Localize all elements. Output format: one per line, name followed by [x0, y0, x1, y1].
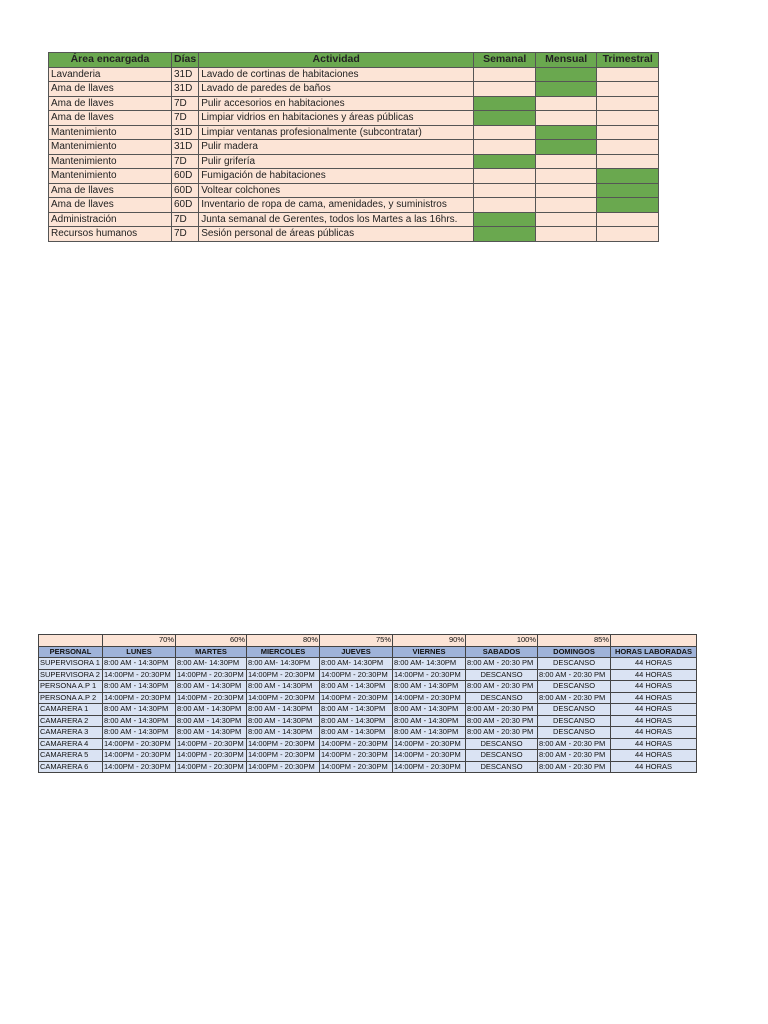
table-row	[49, 227, 659, 242]
table-row	[49, 111, 659, 126]
table-row	[39, 761, 697, 773]
shift-cell: 44 HORAS	[611, 658, 697, 670]
semanal-mark-cell	[474, 198, 536, 213]
percentage-cell: 80%	[247, 635, 320, 647]
days-cell: 7D	[172, 111, 199, 126]
trimestral-mark-cell	[597, 183, 659, 198]
activity-cell: Pulir grifería	[199, 154, 474, 169]
activity-cell: Limpiar ventanas profesionalmente (subcontratar)	[199, 125, 474, 140]
area-cell: Ama de llaves	[49, 96, 172, 111]
trimestral-mark-cell	[597, 154, 659, 169]
activity-cell: Voltear colchones	[199, 183, 474, 198]
shift-cell: 8:00 AM- 14:30PM	[320, 658, 393, 670]
activity-cell: Sesión personal de áreas públicas	[199, 227, 474, 242]
shift-cell: DESCANSO	[538, 681, 611, 693]
area-cell: Recursos humanos	[49, 227, 172, 242]
activity-cell: Pulir madera	[199, 140, 474, 155]
mensual-mark-cell	[536, 227, 597, 242]
shift-cell: 14:00PM - 20:30PM	[103, 738, 176, 750]
shift-cell: 8:00 AM - 14:30PM	[176, 715, 247, 727]
percentage-cell	[39, 635, 103, 647]
staff-name-cell: PERSONA A.P 2	[39, 692, 103, 704]
shift-cell: 14:00PM - 20:30PM	[176, 738, 247, 750]
shift-cell: 14:00PM - 20:30PM	[247, 669, 320, 681]
days-cell: 60D	[172, 198, 199, 213]
shift-cell: 14:00PM - 20:30PM	[320, 761, 393, 773]
shift-cell: 8:00 AM - 14:30PM	[103, 704, 176, 716]
shift-cell: 8:00 AM- 14:30PM	[247, 658, 320, 670]
shift-cell: 14:00PM - 20:30PM	[176, 692, 247, 704]
table-row	[49, 198, 659, 213]
shift-cell: 14:00PM - 20:30PM	[393, 692, 466, 704]
tasks-column-header: Trimestral	[597, 53, 659, 68]
shift-cell: 8:00 AM - 20:30 PM	[538, 761, 611, 773]
staff-name-cell: CAMARERA 4	[39, 738, 103, 750]
schedule-column-header: JUEVES	[320, 646, 393, 658]
shift-cell: 8:00 AM - 20:30 PM	[466, 727, 538, 739]
schedule-column-header: MIERCOLES	[247, 646, 320, 658]
mensual-mark-cell	[536, 111, 597, 126]
tasks-column-header: Días	[172, 53, 199, 68]
days-cell: 7D	[172, 227, 199, 242]
shift-cell: DESCANSO	[466, 738, 538, 750]
shift-cell: 8:00 AM - 14:30PM	[393, 727, 466, 739]
tasks-column-header: Actividad	[199, 53, 474, 68]
table-row	[49, 154, 659, 169]
area-cell: Ama de llaves	[49, 198, 172, 213]
shift-cell: 8:00 AM - 20:30 PM	[538, 692, 611, 704]
schedule-column-header: SABADOS	[466, 646, 538, 658]
shift-cell: 14:00PM - 20:30PM	[176, 761, 247, 773]
activity-cell: Lavado de cortinas de habitaciones	[199, 67, 474, 82]
shift-cell: 8:00 AM - 14:30PM	[247, 704, 320, 716]
area-cell: Mantenimiento	[49, 154, 172, 169]
trimestral-mark-cell	[597, 169, 659, 184]
shift-cell: DESCANSO	[466, 750, 538, 762]
shift-cell: 44 HORAS	[611, 727, 697, 739]
days-cell: 60D	[172, 169, 199, 184]
shift-cell: 8:00 AM - 14:30PM	[103, 727, 176, 739]
staff-name-cell: CAMARERA 3	[39, 727, 103, 739]
mensual-mark-cell	[536, 67, 597, 82]
percentage-cell: 75%	[320, 635, 393, 647]
area-cell: Mantenimiento	[49, 169, 172, 184]
shift-cell: 14:00PM - 20:30PM	[247, 738, 320, 750]
table-row	[49, 82, 659, 97]
mensual-mark-cell	[536, 96, 597, 111]
shift-cell: 44 HORAS	[611, 750, 697, 762]
schedule-body	[39, 658, 697, 773]
table-row	[49, 96, 659, 111]
trimestral-mark-cell	[597, 82, 659, 97]
mensual-mark-cell	[536, 212, 597, 227]
semanal-mark-cell	[474, 96, 536, 111]
shift-cell: 8:00 AM - 20:30 PM	[538, 750, 611, 762]
tasks-body	[49, 67, 659, 241]
shift-cell: 8:00 AM - 20:30 PM	[466, 715, 538, 727]
days-cell: 7D	[172, 96, 199, 111]
tasks-column-header: Mensual	[536, 53, 597, 68]
shift-cell: 44 HORAS	[611, 704, 697, 716]
shift-cell: 8:00 AM - 14:30PM	[320, 727, 393, 739]
semanal-mark-cell	[474, 67, 536, 82]
table-row	[39, 727, 697, 739]
shift-cell: 8:00 AM - 20:30 PM	[538, 738, 611, 750]
shift-cell: 14:00PM - 20:30PM	[103, 692, 176, 704]
shift-cell: 8:00 AM - 20:30 PM	[466, 704, 538, 716]
trimestral-mark-cell	[597, 198, 659, 213]
table-row	[39, 681, 697, 693]
shift-cell: DESCANSO	[466, 692, 538, 704]
schedule-percentage-row	[39, 635, 697, 647]
shift-cell: 8:00 AM- 14:30PM	[393, 658, 466, 670]
schedule-column-header: HORAS LABORADAS	[611, 646, 697, 658]
days-cell: 7D	[172, 212, 199, 227]
table-row	[39, 750, 697, 762]
tasks-column-header: Semanal	[474, 53, 536, 68]
schedule-column-header: PERSONAL	[39, 646, 103, 658]
shift-cell: DESCANSO	[466, 761, 538, 773]
shift-cell: 8:00 AM - 14:30PM	[176, 704, 247, 716]
table-row	[39, 692, 697, 704]
semanal-mark-cell	[474, 169, 536, 184]
shift-cell: 8:00 AM - 20:30 PM	[466, 681, 538, 693]
table-row	[49, 183, 659, 198]
percentage-cell	[611, 635, 697, 647]
shift-cell: 8:00 AM - 14:30PM	[247, 727, 320, 739]
mensual-mark-cell	[536, 154, 597, 169]
shift-cell: 14:00PM - 20:30PM	[247, 692, 320, 704]
shift-cell: 14:00PM - 20:30PM	[393, 669, 466, 681]
trimestral-mark-cell	[597, 96, 659, 111]
table-row	[39, 738, 697, 750]
schedule-column-header: VIERNES	[393, 646, 466, 658]
table-row	[49, 140, 659, 155]
shift-cell: 8:00 AM - 14:30PM	[103, 715, 176, 727]
schedule-column-header: LUNES	[103, 646, 176, 658]
semanal-mark-cell	[474, 140, 536, 155]
shift-cell: 44 HORAS	[611, 715, 697, 727]
shift-cell: 44 HORAS	[611, 692, 697, 704]
shift-cell: 14:00PM - 20:30PM	[103, 669, 176, 681]
trimestral-mark-cell	[597, 212, 659, 227]
semanal-mark-cell	[474, 227, 536, 242]
staff-name-cell: CAMARERA 2	[39, 715, 103, 727]
area-cell: Administración	[49, 212, 172, 227]
shift-cell: 14:00PM - 20:30PM	[320, 692, 393, 704]
mensual-mark-cell	[536, 198, 597, 213]
shift-cell: 14:00PM - 20:30PM	[176, 750, 247, 762]
days-cell: 31D	[172, 140, 199, 155]
shift-cell: 14:00PM - 20:30PM	[393, 750, 466, 762]
shift-cell: DESCANSO	[538, 727, 611, 739]
staff-name-cell: SUPERVISORA 2	[39, 669, 103, 681]
shift-cell: 8:00 AM - 14:30PM	[176, 681, 247, 693]
shift-cell: 14:00PM - 20:30PM	[320, 738, 393, 750]
trimestral-mark-cell	[597, 140, 659, 155]
shift-cell: 14:00PM - 20:30PM	[176, 669, 247, 681]
shift-cell: 8:00 AM - 14:30PM	[247, 681, 320, 693]
days-cell: 31D	[172, 125, 199, 140]
shift-cell: 8:00 AM - 14:30PM	[103, 681, 176, 693]
percentage-cell: 60%	[176, 635, 247, 647]
shift-cell: DESCANSO	[538, 715, 611, 727]
area-cell: Ama de llaves	[49, 111, 172, 126]
shift-cell: 8:00 AM- 14:30PM	[176, 658, 247, 670]
days-cell: 7D	[172, 154, 199, 169]
shift-cell: 8:00 AM - 14:30PM	[320, 715, 393, 727]
shift-cell: 8:00 AM - 20:30 PM	[466, 658, 538, 670]
mensual-mark-cell	[536, 169, 597, 184]
semanal-mark-cell	[474, 183, 536, 198]
mensual-mark-cell	[536, 140, 597, 155]
shift-cell: 8:00 AM - 14:30PM	[320, 681, 393, 693]
table-row	[49, 125, 659, 140]
shift-cell: 8:00 AM - 20:30 PM	[538, 669, 611, 681]
shift-cell: DESCANSO	[538, 704, 611, 716]
table-row	[49, 169, 659, 184]
shift-cell: 8:00 AM - 14:30PM	[103, 658, 176, 670]
table-row	[39, 669, 697, 681]
shift-cell: 14:00PM - 20:30PM	[393, 738, 466, 750]
activity-cell: Junta semanal de Gerentes, todos los Martes a las 16hrs.	[199, 212, 474, 227]
shift-cell: 44 HORAS	[611, 738, 697, 750]
percentage-cell: 100%	[466, 635, 538, 647]
mensual-mark-cell	[536, 125, 597, 140]
shift-cell: 8:00 AM - 14:30PM	[320, 704, 393, 716]
schedule-table	[38, 634, 697, 773]
staff-name-cell: SUPERVISORA 1	[39, 658, 103, 670]
shift-cell: 8:00 AM - 14:30PM	[393, 704, 466, 716]
semanal-mark-cell	[474, 125, 536, 140]
shift-cell: 44 HORAS	[611, 761, 697, 773]
trimestral-mark-cell	[597, 67, 659, 82]
table-row	[49, 212, 659, 227]
area-cell: Mantenimiento	[49, 125, 172, 140]
shift-cell: 14:00PM - 20:30PM	[247, 750, 320, 762]
mensual-mark-cell	[536, 183, 597, 198]
table-row	[39, 658, 697, 670]
trimestral-mark-cell	[597, 227, 659, 242]
tasks-table	[48, 52, 659, 242]
shift-cell: DESCANSO	[538, 658, 611, 670]
shift-cell: 14:00PM - 20:30PM	[320, 750, 393, 762]
activity-cell: Inventario de ropa de cama, amenidades, y suministros	[199, 198, 474, 213]
semanal-mark-cell	[474, 111, 536, 126]
area-cell: Mantenimiento	[49, 140, 172, 155]
table-row	[49, 67, 659, 82]
shift-cell: 14:00PM - 20:30PM	[247, 761, 320, 773]
area-cell: Ama de llaves	[49, 183, 172, 198]
staff-name-cell: CAMARERA 5	[39, 750, 103, 762]
area-cell: Lavanderia	[49, 67, 172, 82]
percentage-cell: 90%	[393, 635, 466, 647]
semanal-mark-cell	[474, 154, 536, 169]
mensual-mark-cell	[536, 82, 597, 97]
trimestral-mark-cell	[597, 111, 659, 126]
table-row	[39, 704, 697, 716]
shift-cell: 14:00PM - 20:30PM	[103, 761, 176, 773]
semanal-mark-cell	[474, 212, 536, 227]
days-cell: 31D	[172, 82, 199, 97]
tasks-column-header: Área encargada	[49, 53, 172, 68]
table-row	[39, 715, 697, 727]
shift-cell: 14:00PM - 20:30PM	[103, 750, 176, 762]
percentage-cell: 70%	[103, 635, 176, 647]
shift-cell: 8:00 AM - 14:30PM	[176, 727, 247, 739]
percentage-cell: 85%	[538, 635, 611, 647]
shift-cell: 44 HORAS	[611, 669, 697, 681]
shift-cell: 8:00 AM - 14:30PM	[393, 715, 466, 727]
shift-cell: DESCANSO	[466, 669, 538, 681]
activity-cell: Pulir accesorios en habitaciones	[199, 96, 474, 111]
shift-cell: 14:00PM - 20:30PM	[320, 669, 393, 681]
schedule-column-header: MARTES	[176, 646, 247, 658]
area-cell: Ama de llaves	[49, 82, 172, 97]
shift-cell: 8:00 AM - 14:30PM	[247, 715, 320, 727]
semanal-mark-cell	[474, 82, 536, 97]
schedule-column-header: DOMINGOS	[538, 646, 611, 658]
days-cell: 60D	[172, 183, 199, 198]
staff-name-cell: PERSONA A.P 1	[39, 681, 103, 693]
staff-name-cell: CAMARERA 6	[39, 761, 103, 773]
tasks-header-row	[49, 53, 659, 68]
activity-cell: Limpiar vidrios en habitaciones y áreas públicas	[199, 111, 474, 126]
shift-cell: 14:00PM - 20:30PM	[393, 761, 466, 773]
trimestral-mark-cell	[597, 125, 659, 140]
activity-cell: Fumigación de habitaciones	[199, 169, 474, 184]
activity-cell: Lavado de paredes de baños	[199, 82, 474, 97]
shift-cell: 44 HORAS	[611, 681, 697, 693]
schedule-header-row	[39, 646, 697, 658]
shift-cell: 8:00 AM - 14:30PM	[393, 681, 466, 693]
days-cell: 31D	[172, 67, 199, 82]
staff-name-cell: CAMARERA 1	[39, 704, 103, 716]
